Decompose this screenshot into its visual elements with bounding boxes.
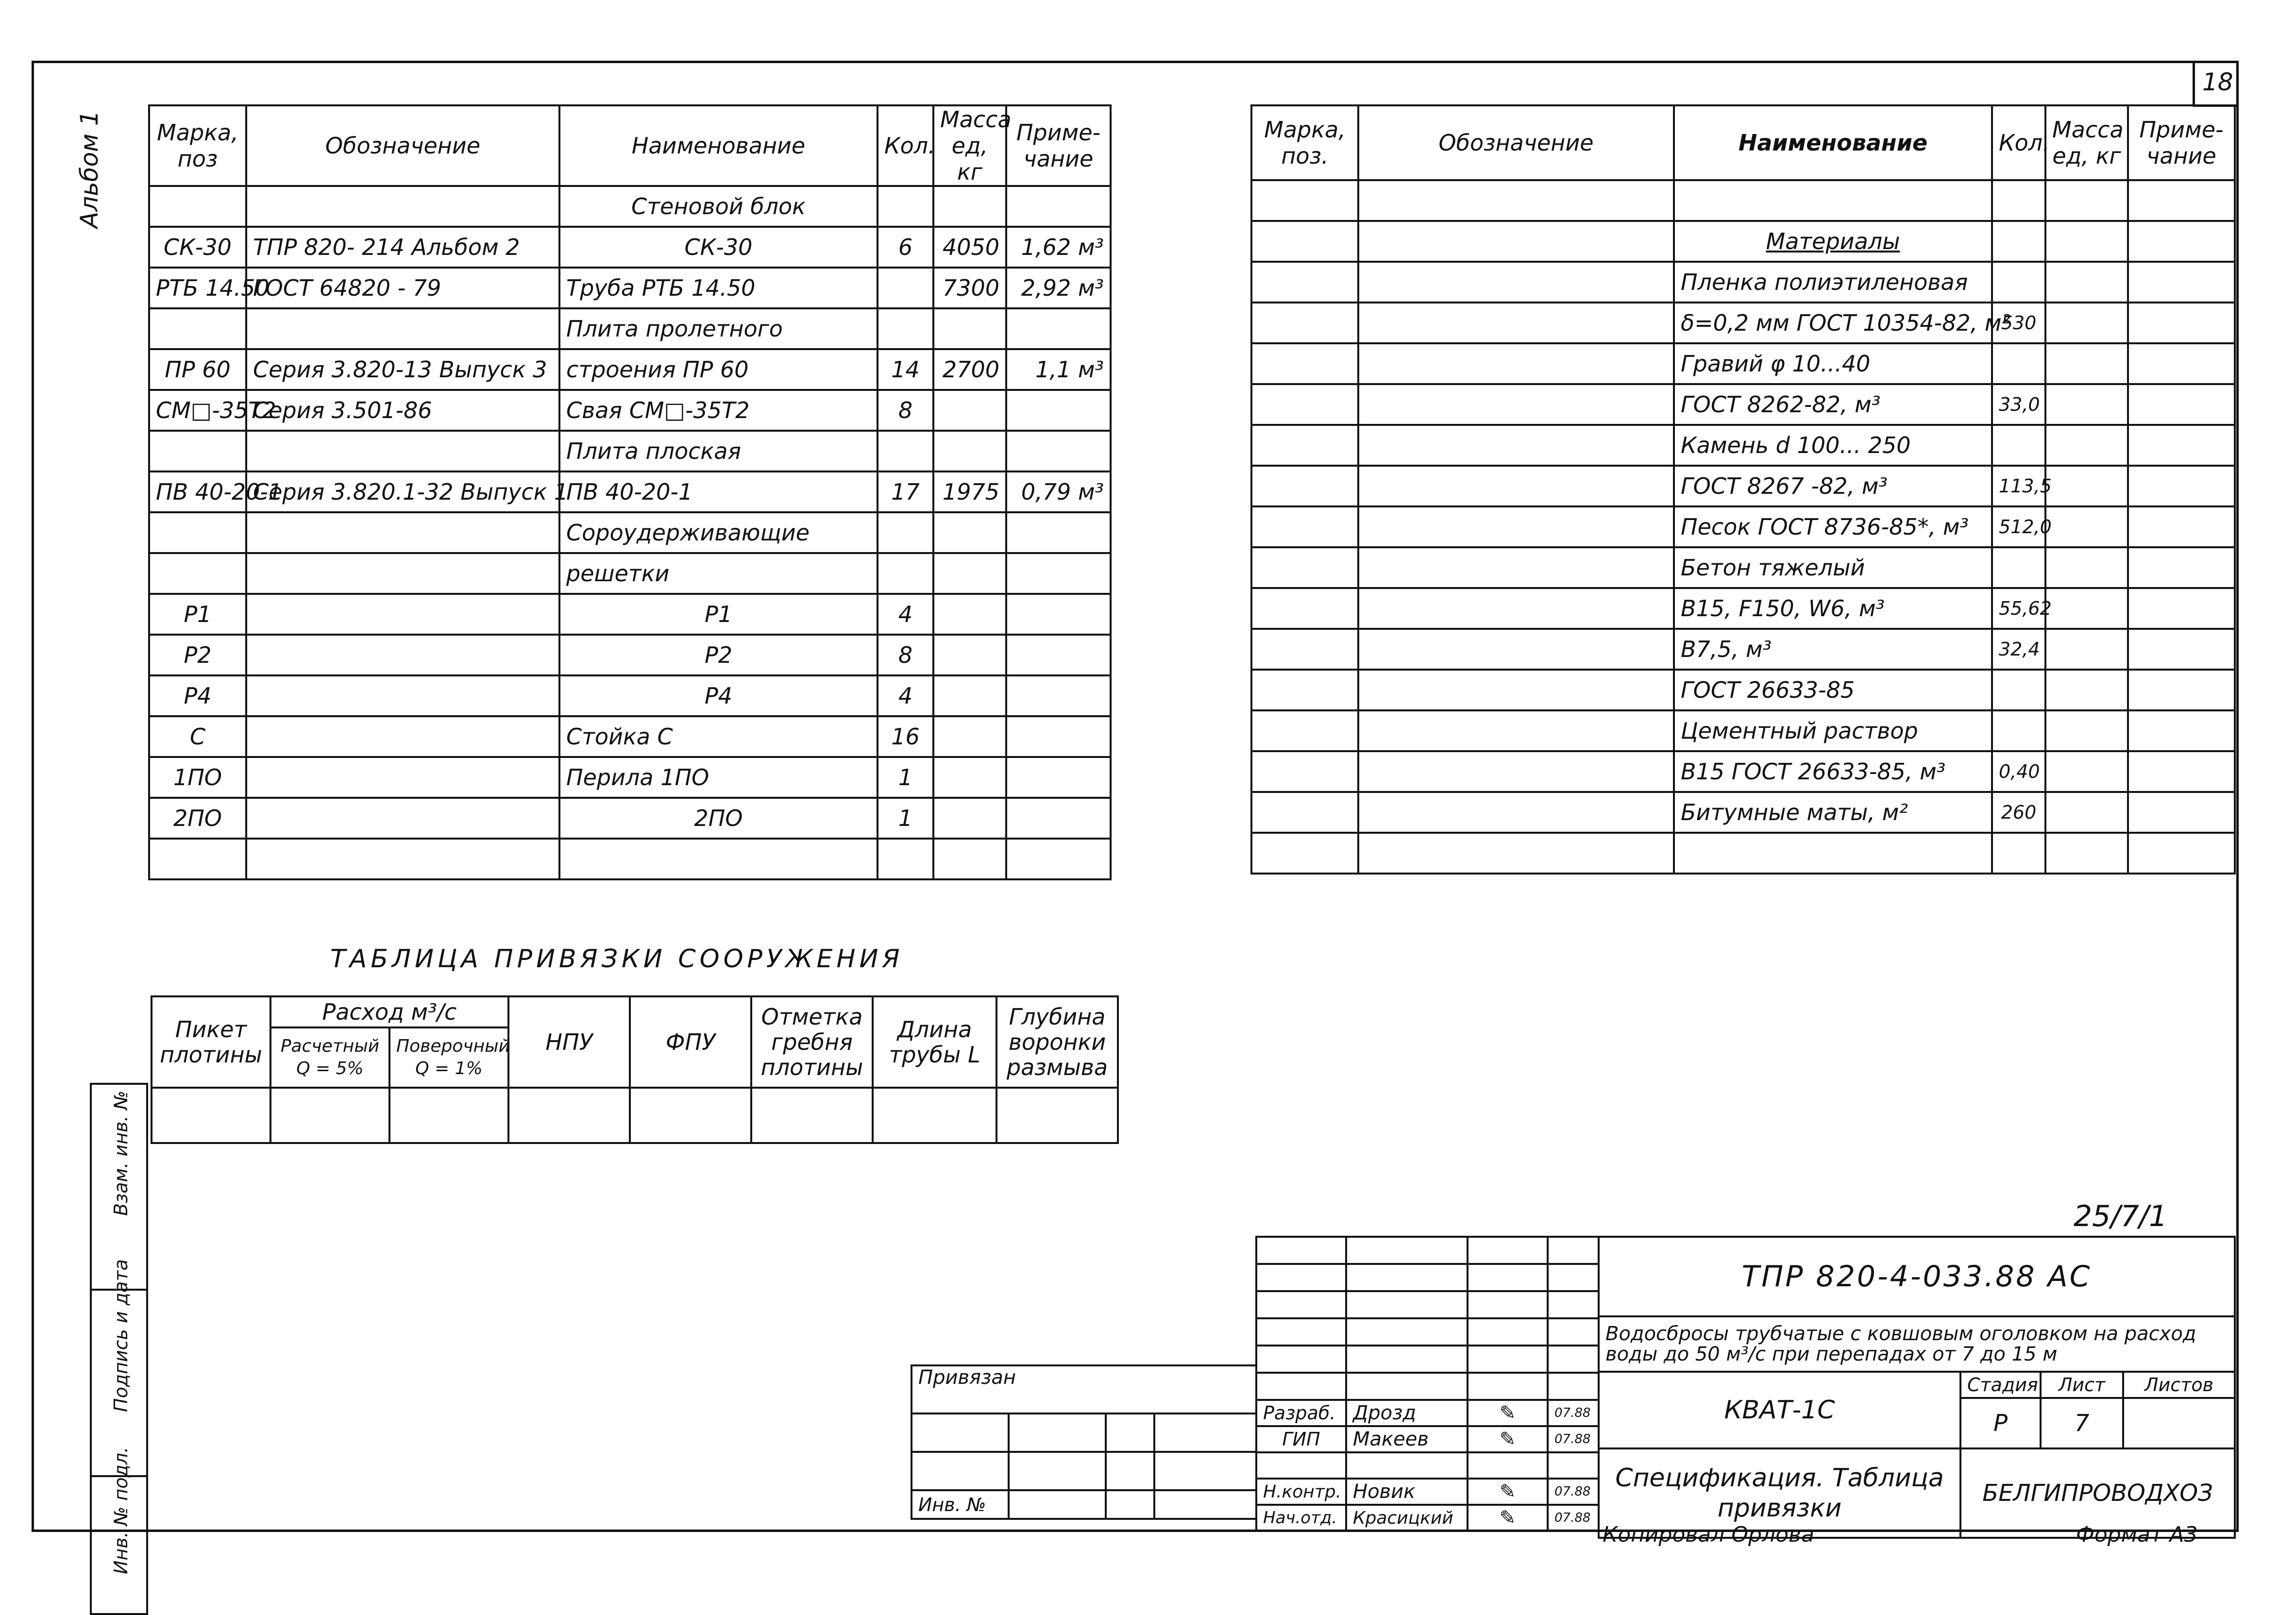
- table-cell: Камень d 100... 250: [1674, 425, 1992, 466]
- column-header: Наименование: [1674, 105, 1992, 180]
- table-cell: [878, 839, 933, 879]
- table-cell: 33,0: [1992, 384, 2045, 425]
- table-cell: Песок ГОСТ 8736-85*, м³: [1674, 506, 1992, 547]
- npu-header: НПУ: [508, 996, 630, 1088]
- table-cell: [1992, 221, 2045, 262]
- table-cell: [246, 594, 559, 635]
- project-code: КВАТ-1С: [1599, 1372, 1960, 1448]
- table-cell: 16: [878, 716, 933, 757]
- table-cell: Пленка полиэтиленовая: [1674, 262, 1992, 303]
- page-number: 18: [2202, 68, 2233, 96]
- table-cell: ПР 60: [149, 349, 246, 390]
- column-header: Масса ед, кг: [2045, 105, 2128, 180]
- signature-row: Н.контр. Новик ✎ 07.88: [1256, 1479, 1599, 1505]
- table-cell: [1251, 221, 1358, 262]
- table-row: [149, 839, 1111, 879]
- table-row: [149, 186, 1111, 227]
- table-cell: 113,5: [1992, 466, 2045, 506]
- table-cell: Серия 3.820-13 Выпуск 3: [246, 349, 559, 390]
- privyazan-block: [911, 1364, 1257, 1520]
- table-cell: [2128, 425, 2235, 466]
- table-cell: [1006, 186, 1111, 227]
- table-cell: 8: [878, 390, 933, 431]
- table-cell: [1992, 180, 2045, 221]
- table-cell: Р2: [559, 635, 878, 675]
- table-cell: [878, 308, 933, 349]
- table-cell: [2045, 466, 2128, 506]
- side-stamp: [90, 1083, 148, 1615]
- table-cell: [1358, 670, 1674, 710]
- fpu-header: ФПУ: [630, 996, 751, 1088]
- table-cell: В15 ГОСТ 26633-85, м³: [1674, 751, 1992, 792]
- table-cell: [933, 839, 1006, 879]
- table-cell: [1251, 425, 1358, 466]
- table-cell: [2045, 506, 2128, 547]
- table-cell: [1251, 303, 1358, 343]
- table-cell: [246, 186, 559, 227]
- table-cell: 6: [878, 227, 933, 268]
- table-cell: [1358, 466, 1674, 506]
- table-cell: 4: [878, 594, 933, 635]
- table-cell: 1975: [933, 471, 1006, 512]
- table-cell: [1006, 757, 1111, 798]
- table-cell: 4: [878, 675, 933, 716]
- table-cell: [246, 308, 559, 349]
- table-cell: [2045, 588, 2128, 629]
- table-cell: δ=0,2 мм ГОСТ 10354-82, м²: [1674, 303, 1992, 343]
- column-header: Кол.: [878, 105, 933, 186]
- table-cell: [933, 431, 1006, 471]
- table-cell: [149, 308, 246, 349]
- column-header: Обозначение: [246, 105, 559, 186]
- table-cell: 2,92 м³: [1006, 268, 1111, 308]
- table-cell: 0,40: [1992, 751, 2045, 792]
- table-cell: [1358, 710, 1674, 751]
- table-cell: решетки: [559, 553, 878, 594]
- flow-header: Расход м³/с: [270, 996, 508, 1027]
- calc-flow-header: Расчетный Q = 5%: [270, 1027, 389, 1088]
- table-cell: [1006, 553, 1111, 594]
- table-row: [149, 512, 1111, 553]
- table-cell: [1251, 262, 1358, 303]
- table-cell: [933, 390, 1006, 431]
- table-cell: [1992, 425, 2045, 466]
- doc-code: ТПР 820-4-033.88 АС: [1599, 1237, 2235, 1316]
- table-row: [1251, 751, 2235, 792]
- table-cell: Серия 3.820.1-32 Выпуск 1: [246, 471, 559, 512]
- sheet-label: Лист: [2041, 1372, 2123, 1398]
- table-cell: [933, 635, 1006, 675]
- table-cell: [2045, 629, 2128, 670]
- table-cell: [1251, 588, 1358, 629]
- table-cell: [2045, 710, 2128, 751]
- table-cell: [1251, 751, 1358, 792]
- table-cell: [1251, 506, 1358, 547]
- table-cell: [149, 839, 246, 879]
- table-cell: ГОСТ 64820 - 79: [246, 268, 559, 308]
- table-cell: [2128, 547, 2235, 588]
- table-row: [149, 390, 1111, 431]
- table-cell: Р1: [149, 594, 246, 635]
- table-cell: [1992, 547, 2045, 588]
- table-cell: 0,79 м³: [1006, 471, 1111, 512]
- table-cell: 1: [878, 798, 933, 839]
- table-row: [1251, 384, 2235, 425]
- table-cell: [2045, 384, 2128, 425]
- table-row: [1251, 792, 2235, 833]
- sheet-number-note: 25/7/1: [2074, 1199, 2168, 1233]
- inv-no-label: Инв. №: [912, 1490, 1009, 1519]
- table-cell: [933, 594, 1006, 635]
- right-spec-table: [1250, 104, 2236, 875]
- binding-title: ТАБЛИЦА ПРИВЯЗКИ СООРУЖЕНИЯ: [330, 944, 904, 974]
- table-cell: [1358, 180, 1674, 221]
- table-cell: [1251, 710, 1358, 751]
- table-row: [1251, 180, 2235, 221]
- table-cell: [933, 716, 1006, 757]
- table-cell: [878, 512, 933, 553]
- table-cell: ГОСТ 26633-85: [1674, 670, 1992, 710]
- table-cell: [246, 798, 559, 839]
- table-cell: [1006, 431, 1111, 471]
- table-cell: [878, 553, 933, 594]
- column-header: Обозначение: [1358, 105, 1674, 180]
- table-row: [1251, 262, 2235, 303]
- table-cell: Гравий φ 10...40: [1674, 343, 1992, 384]
- table-row: [149, 308, 1111, 349]
- table-cell: [1006, 716, 1111, 757]
- table-cell: [246, 553, 559, 594]
- table-cell: 7300: [933, 268, 1006, 308]
- table-cell: [2045, 303, 2128, 343]
- table-cell: [933, 186, 1006, 227]
- check-flow-header: Поверочный Q = 1%: [389, 1027, 508, 1088]
- table-row: [1251, 221, 2235, 262]
- table-cell: [1251, 343, 1358, 384]
- table-cell: [2045, 221, 2128, 262]
- copied-by: Копировал Орлова: [1603, 1522, 1814, 1547]
- column-header: Масса ед, кг: [933, 105, 1006, 186]
- table-row: [149, 227, 1111, 268]
- table-cell: Р2: [149, 635, 246, 675]
- table-cell: [1006, 512, 1111, 553]
- table-cell: [2045, 262, 2128, 303]
- table-cell: [246, 757, 559, 798]
- table-cell: [2128, 629, 2235, 670]
- table-cell: Стойка С: [559, 716, 878, 757]
- table-cell: [1006, 839, 1111, 879]
- table-cell: Сороудерживающие: [559, 512, 878, 553]
- table-cell: [1358, 588, 1674, 629]
- table-cell: [2045, 792, 2128, 833]
- doc-title: Спецификация. Таблица привязки: [1599, 1448, 1960, 1538]
- sheet-value: 7: [2041, 1398, 2123, 1448]
- column-header: Приме-чание: [2128, 105, 2235, 180]
- pipe-length-header: Длина трубы L: [873, 996, 996, 1088]
- table-cell: [2128, 343, 2235, 384]
- table-cell: 260: [1992, 792, 2045, 833]
- title-block-signatures: [1255, 1236, 1600, 1532]
- table-cell: ПВ 40-20-1: [149, 471, 246, 512]
- table-cell: [2045, 670, 2128, 710]
- table-cell: [1358, 384, 1674, 425]
- privyazan-label: Привязан: [912, 1365, 1256, 1413]
- table-cell: РТБ 14.50: [149, 268, 246, 308]
- table-cell: В15, F150, W6, м³: [1674, 588, 1992, 629]
- table-cell: [1251, 670, 1358, 710]
- column-header: Марка, поз.: [1251, 105, 1358, 180]
- table-cell: СМ□-35Т2: [149, 390, 246, 431]
- table-cell: [2128, 833, 2235, 874]
- table-row: [1251, 629, 2235, 670]
- table-cell: [933, 512, 1006, 553]
- table-cell: 1,1 м³: [1006, 349, 1111, 390]
- binding-table: [151, 995, 1119, 1144]
- table-cell: [1251, 792, 1358, 833]
- table-cell: [1358, 547, 1674, 588]
- table-cell: ТПР 820- 214 Альбом 2: [246, 227, 559, 268]
- table-cell: С: [149, 716, 246, 757]
- table-cell: [933, 553, 1006, 594]
- table-cell: [1358, 221, 1674, 262]
- table-cell: [1251, 547, 1358, 588]
- table-cell: [1674, 180, 1992, 221]
- table-cell: Цементный раствор: [1674, 710, 1992, 751]
- table-cell: [933, 798, 1006, 839]
- table-cell: Свая СМ□-35Т2: [559, 390, 878, 431]
- table-cell: 1: [878, 757, 933, 798]
- table-cell: Перила 1ПО: [559, 757, 878, 798]
- signature-row: Нач.отд. Красицкий ✎ 07.88: [1256, 1505, 1599, 1531]
- table-row: [149, 268, 1111, 308]
- table-cell: [1358, 751, 1674, 792]
- table-cell: 2ПО: [149, 798, 246, 839]
- table-cell: СК-30: [149, 227, 246, 268]
- table-row: [149, 594, 1111, 635]
- table-row: [1251, 303, 2235, 343]
- column-header: Приме-чание: [1006, 105, 1111, 186]
- column-header: Кол.: [1992, 105, 2045, 180]
- table-cell: 32,4: [1992, 629, 2045, 670]
- table-cell: [1992, 343, 2045, 384]
- table-cell: [2128, 262, 2235, 303]
- table-cell: [933, 675, 1006, 716]
- column-header: Марка, поз: [149, 105, 246, 186]
- table-cell: [2128, 670, 2235, 710]
- table-cell: В7,5, м³: [1674, 629, 1992, 670]
- table-row: [149, 635, 1111, 675]
- table-cell: 4050: [933, 227, 1006, 268]
- table-cell: [1251, 833, 1358, 874]
- table-cell: [1358, 262, 1674, 303]
- table-row: [149, 431, 1111, 471]
- table-cell: СК-30: [559, 227, 878, 268]
- table-cell: [1358, 629, 1674, 670]
- replaced-inv-label: Взам. инв. №: [110, 1090, 132, 1216]
- table-cell: 530: [1992, 303, 2045, 343]
- table-cell: [1006, 308, 1111, 349]
- column-header: Наименование: [559, 105, 878, 186]
- table-cell: [2128, 710, 2235, 751]
- table-cell: 2700: [933, 349, 1006, 390]
- table-cell: Р4: [149, 675, 246, 716]
- table-cell: [2045, 343, 2128, 384]
- table-cell: 8: [878, 635, 933, 675]
- table-cell: [246, 512, 559, 553]
- table-row: [149, 471, 1111, 512]
- table-cell: [1992, 833, 2045, 874]
- organization: БЕЛГИПРОВОДХОЗ: [1960, 1448, 2235, 1538]
- table-cell: [1251, 629, 1358, 670]
- table-row: [1251, 833, 2235, 874]
- table-cell: [149, 553, 246, 594]
- table-cell: [2045, 425, 2128, 466]
- table-row: [1251, 506, 2235, 547]
- table-cell: Труба РТБ 14.50: [559, 268, 878, 308]
- table-cell: строения ПР 60: [559, 349, 878, 390]
- table-cell: [149, 431, 246, 471]
- table-cell: [1992, 710, 2045, 751]
- table-cell: [933, 757, 1006, 798]
- table-cell: [1251, 180, 1358, 221]
- table-cell: 55,62: [1992, 588, 2045, 629]
- table-cell: [1006, 675, 1111, 716]
- table-cell: [1358, 833, 1674, 874]
- table-cell: [1992, 262, 2045, 303]
- table-cell: [878, 268, 933, 308]
- signature-row: Разраб. Дрозд ✎ 07.88: [1256, 1400, 1599, 1426]
- table-cell: 17: [878, 471, 933, 512]
- table-cell: Стеновой блок: [559, 186, 878, 227]
- table-cell: [2045, 833, 2128, 874]
- table-cell: Материалы: [1674, 221, 1992, 262]
- table-cell: 1,62 м³: [1006, 227, 1111, 268]
- binding-row: [152, 1088, 1118, 1143]
- table-row: [149, 349, 1111, 390]
- scour-depth-header: Глубина воронки размыва: [996, 996, 1118, 1088]
- table-cell: [149, 512, 246, 553]
- table-cell: ГОСТ 8267 -82, м³: [1674, 466, 1992, 506]
- table-cell: [878, 186, 933, 227]
- crest-header: Отметка гребня плотины: [751, 996, 873, 1088]
- table-cell: Плита пролетного: [559, 308, 878, 349]
- table-row: [1251, 588, 2235, 629]
- table-cell: [1251, 466, 1358, 506]
- format-label: Формат А3: [2076, 1522, 2198, 1547]
- doc-description: Водосбросы трубчатые с ковшовым оголовком на расход воды до 50 м³/с при перепадах от 7 до 15 м: [1599, 1316, 2235, 1372]
- table-cell: ГОСТ 8262-82, м³: [1674, 384, 1992, 425]
- table-cell: [1006, 798, 1111, 839]
- stage-value: Р: [1960, 1398, 2041, 1448]
- table-cell: [933, 308, 1006, 349]
- table-cell: 512,0: [1992, 506, 2045, 547]
- table-row: [1251, 670, 2235, 710]
- sheets-label: Листов: [2123, 1372, 2235, 1398]
- table-cell: [149, 186, 246, 227]
- table-cell: [246, 716, 559, 757]
- table-cell: 1ПО: [149, 757, 246, 798]
- table-row: [1251, 547, 2235, 588]
- table-cell: Битумные маты, м²: [1674, 792, 1992, 833]
- table-cell: [1358, 792, 1674, 833]
- table-cell: [246, 635, 559, 675]
- signature-date-label: Подпись и дата: [110, 1259, 132, 1412]
- original-inv-label: Инв. № подл.: [110, 1447, 132, 1574]
- table-cell: [2045, 180, 2128, 221]
- table-cell: [2045, 547, 2128, 588]
- table-row: [149, 798, 1111, 839]
- table-cell: [2128, 751, 2235, 792]
- table-cell: [1674, 833, 1992, 874]
- table-cell: [246, 431, 559, 471]
- table-cell: [2128, 792, 2235, 833]
- table-row: [1251, 343, 2235, 384]
- table-cell: Плита плоская: [559, 431, 878, 471]
- table-row: [149, 675, 1111, 716]
- table-cell: [2128, 303, 2235, 343]
- table-cell: [2128, 588, 2235, 629]
- table-cell: [878, 431, 933, 471]
- table-cell: [1992, 670, 2045, 710]
- table-cell: [1358, 303, 1674, 343]
- table-cell: [1006, 594, 1111, 635]
- table-row: [149, 553, 1111, 594]
- table-row: [149, 716, 1111, 757]
- table-cell: [1006, 390, 1111, 431]
- table-cell: Бетон тяжелый: [1674, 547, 1992, 588]
- table-cell: 2ПО: [559, 798, 878, 839]
- table-cell: [246, 675, 559, 716]
- stage-label: Стадия: [1960, 1372, 2041, 1398]
- table-cell: 14: [878, 349, 933, 390]
- table-row: [149, 757, 1111, 798]
- title-block-main: [1598, 1236, 2236, 1539]
- table-cell: Серия 3.501-86: [246, 390, 559, 431]
- table-cell: [1358, 425, 1674, 466]
- table-cell: [2128, 466, 2235, 506]
- table-row: [1251, 425, 2235, 466]
- table-cell: [246, 839, 559, 879]
- table-cell: [1358, 506, 1674, 547]
- table-cell: [2128, 506, 2235, 547]
- table-cell: [559, 839, 878, 879]
- table-row: [1251, 466, 2235, 506]
- signature-row: ГИП Макеев ✎ 07.88: [1256, 1426, 1599, 1452]
- table-cell: [1006, 635, 1111, 675]
- table-cell: Р1: [559, 594, 878, 635]
- table-cell: Р4: [559, 675, 878, 716]
- picket-header: Пикет плотины: [152, 996, 270, 1088]
- left-spec-table: [148, 104, 1112, 880]
- table-cell: ПВ 40-20-1: [559, 471, 878, 512]
- table-cell: [2045, 751, 2128, 792]
- table-cell: [1358, 343, 1674, 384]
- album-label: Альбом 1: [75, 110, 103, 228]
- table-cell: [2128, 180, 2235, 221]
- table-cell: [2128, 384, 2235, 425]
- table-cell: [1251, 384, 1358, 425]
- table-cell: [2128, 221, 2235, 262]
- table-row: [1251, 710, 2235, 751]
